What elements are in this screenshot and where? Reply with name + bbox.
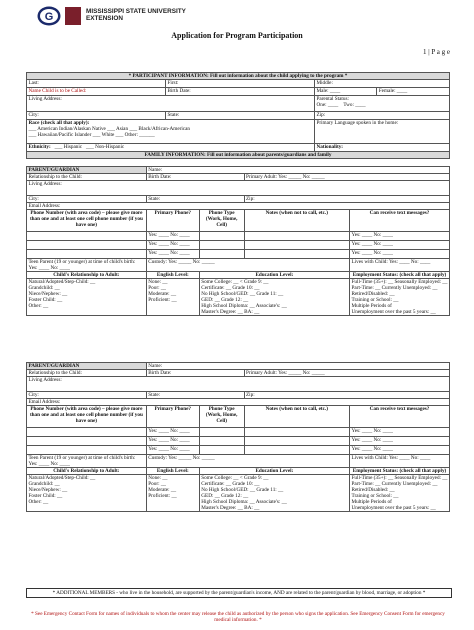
birth-date-field[interactable]: Birth Date: [166, 88, 315, 96]
university-name: MISSISSIPPI STATE UNIVERSITY [86, 8, 186, 15]
hispanic-checkbox[interactable]: ___ Hispanic [54, 144, 83, 150]
phone-number-field[interactable] [27, 250, 147, 259]
guardian-birth-date-field[interactable]: Birth Date: [146, 174, 244, 181]
race-label: Race (check all that apply): [28, 120, 90, 126]
first-name-field[interactable]: First: [166, 80, 315, 88]
rel-option[interactable]: Grandchild: __ [28, 481, 60, 487]
rel-option[interactable]: Grandchild: __ [28, 285, 60, 291]
notes-field[interactable] [244, 232, 350, 241]
phone-header: Phone Number (with area code) – please give more than one and at least one cell phone number (if you have one) [27, 210, 147, 232]
education-level-header: Education Level: [199, 272, 349, 279]
female-checkbox[interactable]: Female: ____ [377, 88, 450, 96]
guardian-zip-field[interactable]: Zip: [244, 196, 449, 203]
eng-option[interactable]: Poor: __ [148, 481, 167, 487]
guardian-city-field[interactable]: City: [27, 196, 147, 203]
edu-option[interactable]: No High School/GED: __ Grade 11: __ [201, 291, 284, 297]
participant-section-title: * PARTICIPANT INFORMATION: Fill out information about the child applying to the program * [27, 73, 450, 80]
parent-guardian-header: PARENT/GUARDIAN [27, 167, 147, 174]
eng-option[interactable]: None: __ [148, 279, 168, 285]
edu-option[interactable]: High School Diploma: __ Associate's: __ [201, 303, 287, 309]
non-hispanic-checkbox[interactable]: ___ Non-Hispanic [86, 144, 125, 150]
emp-option[interactable]: Part-Time: __ Currently Unemployed: __ [351, 285, 438, 291]
phone-number-field[interactable] [27, 241, 147, 250]
guardian-state-field[interactable]: State: [146, 196, 244, 203]
receive-text-header: Can receive text messages? [350, 210, 450, 232]
emp-option[interactable]: Full-Time (35+): __ Seasonally Employed: __ [351, 279, 448, 285]
employment-status-header: Employment Status: (check all that apply) [350, 468, 450, 475]
page-title: Application for Program Participation [171, 31, 303, 40]
phone-type-header: Phone Type (Work, Home, Cell) [199, 210, 244, 232]
guardian-name-field[interactable]: Name: [146, 363, 449, 370]
edu-option[interactable]: Master's Degree: __ BA: __ [201, 505, 260, 511]
middle-name-field[interactable]: Middle: [315, 80, 450, 88]
state-field[interactable]: State: [166, 112, 315, 120]
emp-option[interactable]: Unemployment over the past 5 years: __ [351, 309, 436, 315]
text-yes-no[interactable]: Yes: ____ No: ____ [350, 241, 450, 250]
primary-phone-yes-no[interactable]: Yes: ____ No: ____ [146, 437, 199, 446]
notes-field[interactable] [244, 250, 350, 259]
svg-text:G: G [44, 11, 54, 23]
notes-header: Notes (when not to call, etc.) [244, 406, 350, 428]
primary-phone-yes-no[interactable]: Yes: ____ No: ____ [146, 241, 199, 250]
notes-field[interactable] [244, 428, 350, 437]
custody-field[interactable]: Custody: Yes: _____ No: _____ [146, 455, 349, 468]
living-address-field[interactable]: Living Address: [27, 96, 315, 112]
guardian-birth-date-field[interactable]: Birth Date: [146, 370, 244, 377]
phone-type-field[interactable] [199, 446, 244, 455]
guardian-address-field[interactable]: Living Address: [27, 181, 450, 196]
phone-number-field[interactable] [27, 446, 147, 455]
relationship-options[interactable] [27, 279, 147, 316]
parent-guardian-table-1 [26, 166, 450, 316]
notes-header: Notes (when not to call, etc.) [244, 210, 350, 232]
emp-option[interactable]: Part-Time: __ Currently Unemployed: __ [351, 481, 438, 487]
additional-members-note: * ADDITIONAL MEMBERS - who live in the household, are supported by the parent/guardian's income, AND are related to the parent/guardian by blood, marriage, or adoption * [26, 588, 452, 598]
rel-option[interactable]: Foster Child: __ [28, 297, 63, 303]
primary-phone-header: Primary Phone? [146, 210, 199, 232]
text-yes-no[interactable]: Yes: ____ No: ____ [350, 250, 450, 259]
rel-option[interactable]: Niece/Nephew: __ [28, 487, 68, 493]
relationship-adult-header: Child's Relationship to Adult: [27, 272, 147, 279]
text-yes-no[interactable]: Yes: ____ No: ____ [350, 446, 450, 455]
msu-shield-icon [65, 7, 81, 25]
rel-option[interactable]: Other: __ [28, 499, 49, 505]
phone-number-field[interactable] [27, 437, 147, 446]
phone-number-field[interactable] [27, 232, 147, 241]
edu-option[interactable]: Some College: __ < Grade 9: __ [201, 475, 269, 481]
male-checkbox[interactable]: Male: ____ [315, 88, 377, 96]
custody-field[interactable]: Custody: Yes: _____ No: _____ [146, 259, 349, 272]
edu-option[interactable]: Certificate: __ Grade 10: __ [201, 285, 260, 291]
text-yes-no[interactable]: Yes: ____ No: ____ [350, 437, 450, 446]
guardian-name-field[interactable]: Name: [146, 167, 449, 174]
lives-with-child-field[interactable]: Lives with Child: Yes: ____ No: ____ [350, 455, 450, 468]
phone-header: Phone Number (with area code) – please give more than one and at least one cell phone number (if you have one) [27, 406, 147, 428]
edu-option[interactable]: No High School/GED: __ Grade 11: __ [201, 487, 284, 493]
english-level-header: English Level: [146, 272, 199, 279]
edu-option[interactable]: GED: __ Grade 12: __ [201, 297, 249, 303]
emp-option[interactable]: Retired/Disabled: __ [351, 291, 395, 297]
guardian-state-field[interactable]: State: [146, 392, 244, 399]
emp-option[interactable]: Multiple Periods of [351, 499, 392, 505]
race-options-row1[interactable]: ___ American Indian/Alaskan Native ___ Asian ___ Black/African-American [28, 126, 190, 132]
rel-option[interactable]: Foster Child: __ [28, 493, 63, 499]
primary-phone-yes-no[interactable]: Yes: ____ No: ____ [146, 428, 199, 437]
teen-parent-field[interactable]: Teen Parent (19 or younger) at time of child's birth: Yes: ____ No: ____ [27, 259, 147, 272]
eng-option[interactable]: Moderate: __ [148, 291, 177, 297]
phone-type-field[interactable] [199, 250, 244, 259]
rel-option[interactable]: Niece/Nephew: __ [28, 291, 68, 297]
phone-type-header: Phone Type (Work, Home, Cell) [199, 406, 244, 428]
phone-type-field[interactable] [199, 232, 244, 241]
primary-phone-header: Primary Phone? [146, 406, 199, 428]
english-level-options[interactable] [146, 475, 199, 512]
name-called-field[interactable]: Name Child is to be Called: [27, 88, 166, 96]
parental-two-checkbox[interactable]: Two: ____ [343, 102, 366, 108]
emp-option[interactable]: Multiple Periods of [351, 303, 392, 309]
notes-field[interactable] [244, 446, 350, 455]
teen-parent-field[interactable]: Teen Parent (19 or younger) at time of child's birth: Yes: ____ No: ____ [27, 455, 147, 468]
education-level-options[interactable] [199, 279, 349, 316]
phone-type-field[interactable] [199, 241, 244, 250]
page-number: 1 | P a g e [423, 48, 450, 56]
parent-guardian-header: PARENT/GUARDIAN [27, 363, 147, 370]
edu-option[interactable]: GED: __ Grade 12: __ [201, 493, 249, 499]
email-field[interactable]: Email Address: [27, 203, 450, 210]
guardian-address-field[interactable]: Living Address: [27, 377, 450, 392]
email-field[interactable]: Email Address: [27, 399, 450, 406]
employment-status-options[interactable] [350, 279, 450, 316]
education-level-header: Education Level: [199, 468, 349, 475]
emp-option[interactable]: Training or School: __ [351, 493, 399, 499]
ethnicity-label: Ethnicity: [28, 144, 51, 150]
emp-option[interactable]: Full-Time (35+): __ Seasonally Employed: __ [351, 475, 448, 481]
phone-number-field[interactable] [27, 428, 147, 437]
primary-phone-yes-no[interactable]: Yes: ____ No: ____ [146, 446, 199, 455]
georgia-logo [37, 6, 61, 26]
eng-option[interactable]: Moderate: __ [148, 487, 177, 493]
rel-option[interactable]: Natural/Adopted/Step-Child: __ [28, 279, 96, 285]
relationship-options[interactable] [27, 475, 147, 512]
emp-option[interactable]: Unemployment over the past 5 years: __ [351, 505, 436, 511]
emp-option[interactable]: Retired/Disabled: __ [351, 487, 395, 493]
phone-type-field[interactable] [199, 428, 244, 437]
guardian-city-field[interactable]: City: [27, 392, 147, 399]
emergency-contact-note: * See Emergency Contact Form for names of individuals to whom the center may release the child as authorized by the person who signs the application. See Emergency Consent Form for emergency medical information. * [31, 611, 445, 624]
primary-adult-checkbox[interactable]: Primary Adult: Yes: _____ No: _____ [244, 370, 449, 377]
parental-status-label: Parental Status: [316, 96, 349, 102]
edu-option[interactable]: High School Diploma: __ Associate's: __ [201, 499, 287, 505]
notes-field[interactable] [244, 241, 350, 250]
relationship-adult-header: Child's Relationship to Adult: [27, 468, 147, 475]
extension-name: EXTENSION [86, 15, 123, 22]
eng-option[interactable]: Proficient: __ [148, 297, 177, 303]
primary-language-field[interactable]: Primary Language spoken in the home: [315, 120, 450, 144]
nationality-field[interactable]: Nationality: [315, 144, 450, 152]
phone-type-field[interactable] [199, 437, 244, 446]
race-options-row2[interactable]: ___ Hawaiian/Pacific Islander ___ White ___ Other: ______ [28, 132, 155, 138]
lives-with-child-field[interactable]: Lives with Child: Yes: ____ No: ____ [350, 259, 450, 272]
last-name-field[interactable]: Last: [27, 80, 166, 88]
text-yes-no[interactable]: Yes: ____ No: ____ [350, 232, 450, 241]
english-level-header: English Level: [146, 468, 199, 475]
employment-status-options[interactable] [350, 475, 450, 512]
education-level-options[interactable] [199, 475, 349, 512]
edu-option[interactable]: Certificate: __ Grade 10: __ [201, 481, 260, 487]
rel-option[interactable]: Natural/Adopted/Step-Child: __ [28, 475, 96, 481]
rel-option[interactable]: Other: __ [28, 303, 49, 309]
relationship-field[interactable]: Relationship to the Child: [27, 370, 147, 377]
guardian-zip-field[interactable]: Zip: [244, 392, 449, 399]
edu-option[interactable]: Some College: __ < Grade 9: __ [201, 279, 269, 285]
text-yes-no[interactable]: Yes: ____ No: ____ [350, 428, 450, 437]
emp-option[interactable]: Training or School: __ [351, 297, 399, 303]
parent-guardian-table-2 [26, 362, 450, 512]
city-field[interactable]: City: [27, 112, 166, 120]
employment-status-header: Employment Status: (check all that apply) [350, 272, 450, 279]
eng-option[interactable]: Proficient: __ [148, 493, 177, 499]
zip-field[interactable]: Zip: [315, 112, 450, 120]
eng-option[interactable]: None: __ [148, 475, 168, 481]
english-level-options[interactable] [146, 279, 199, 316]
primary-adult-checkbox[interactable]: Primary Adult: Yes: _____ No: _____ [244, 174, 449, 181]
family-section-title: FAMILY INFORMATION: Fill out information about parents/guardians and family [27, 152, 450, 159]
edu-option[interactable]: Master's Degree: __ BA: __ [201, 309, 260, 315]
parental-one-checkbox[interactable]: One: ____ [316, 102, 339, 108]
primary-phone-yes-no[interactable]: Yes: ____ No: ____ [146, 232, 199, 241]
participant-table [26, 72, 450, 159]
primary-phone-yes-no[interactable]: Yes: ____ No: ____ [146, 250, 199, 259]
eng-option[interactable]: Poor: __ [148, 285, 167, 291]
notes-field[interactable] [244, 437, 350, 446]
relationship-field[interactable]: Relationship to the Child: [27, 174, 147, 181]
receive-text-header: Can receive text messages? [350, 406, 450, 428]
